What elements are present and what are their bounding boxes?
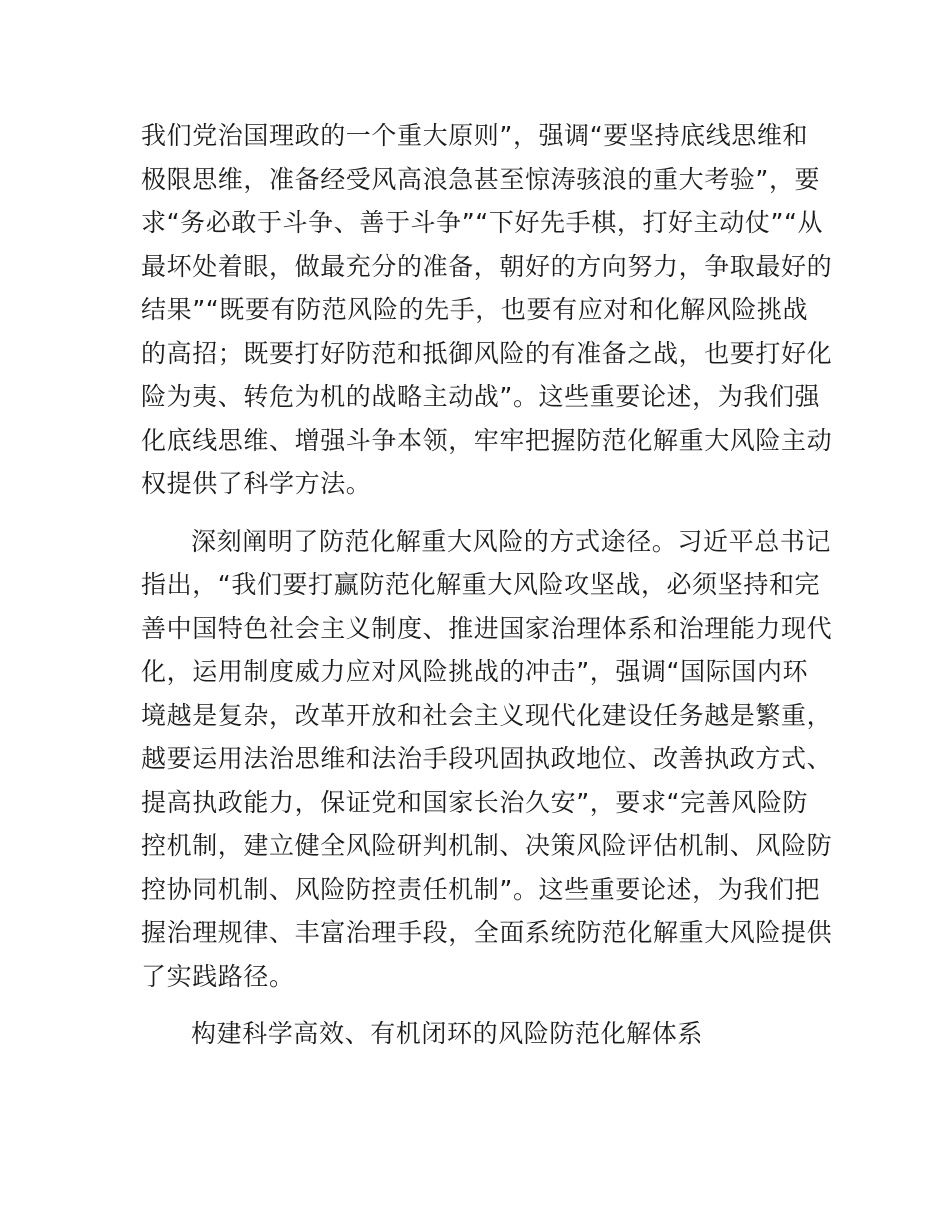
text-line-indented: 深刻阐明了防范化解重大风险的方式途径。习近平总书记	[191, 526, 832, 556]
text-line: 控协同机制、风险防控责任机制”。这些重要论述，为我们把	[141, 874, 821, 904]
document-body	[141, 114, 833, 1070]
text-line: 善中国特色社会主义制度、推进国家治理体系和治理能力现代	[141, 613, 833, 643]
text-line: 化，运用制度威力应对风险挑战的冲击”，强调“国际国内环	[141, 657, 809, 686]
text-line: 提高执政能力，保证党和国家长治久安”，要求“完善风险防	[141, 787, 809, 817]
text-line: 境越是复杂，改革开放和社会主义现代化建设任务越是繁重，	[141, 700, 833, 730]
paragraph-approaches	[141, 520, 833, 999]
paragraph-continuation	[141, 114, 833, 506]
text-line: 最坏处着眼，做最充分的准备，朝好的方向努力，争取最好的	[141, 251, 833, 281]
text-line: 结果”“既要有防范风险的先手，也要有应对和化解风险挑战	[141, 295, 809, 324]
section-heading	[141, 1012, 811, 1056]
text-line: 权提供了科学方法。	[141, 469, 372, 498]
text-line: 险为夷、转危为机的战略主动战”。这些重要论述，为我们强	[141, 382, 821, 411]
text-line: 我们党治国理政的一个重大原则”，强调“要坚持底线思维和	[141, 121, 809, 150]
text-line: 指出，“我们要打赢防范化解重大风险攻坚战，必须坚持和完	[141, 570, 821, 599]
text-line: 了实践路径。	[141, 961, 295, 991]
text-line: 控机制，建立健全风险研判机制、决策风险评估机制、风险防	[141, 831, 833, 860]
text-line: 的高招；既要打好防范和抵御风险的有准备之战，也要打好化	[141, 338, 833, 368]
heading-line: 构建科学高效、有机闭环的风险防范化解体系	[191, 1019, 704, 1048]
text-line: 化底线思维、增强斗争本领，牢牢把握防范化解重大风险主动	[141, 425, 833, 455]
text-line: 求“务必敢于斗争、善于斗争”“下好先手棋，打好主动仗”“从	[141, 208, 824, 237]
text-line: 极限思维，准备经受风高浪急甚至惊涛骇浪的重大考验”，要	[141, 164, 821, 194]
text-line: 越要运用法治思维和法治手段巩固执政地位、改善执政方式、	[141, 744, 833, 773]
text-line: 握治理规律、丰富治理手段，全面系统防范化解重大风险提供	[141, 918, 833, 947]
